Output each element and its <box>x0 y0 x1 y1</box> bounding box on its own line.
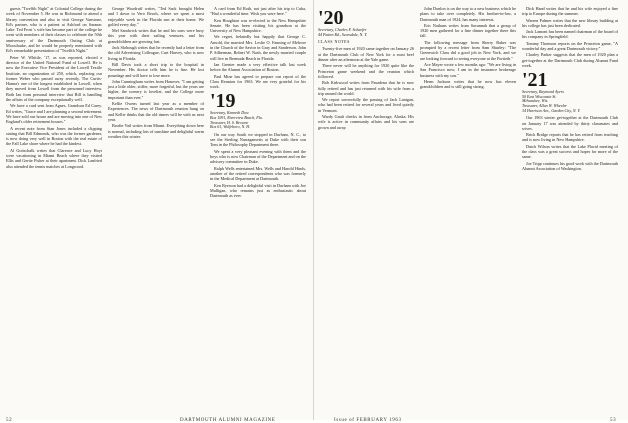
secretary-line: Secretary, Raymond Ayers <box>522 89 564 95</box>
paragraph: Herm Jackson writes that he now has eleven grandchildren and is still going strong. <box>420 78 516 90</box>
paragraph: Bob Kirkwood writes from Pasadena that he is now fully retired and has just returned with his wife from a trip around the world. <box>318 80 414 96</box>
class-secretary-block <box>210 111 306 129</box>
paragraph: Joe Tripp continues his good work with the Dartmouth Alumni Association of Washington. <box>522 160 618 171</box>
secretary-line: 44 Patten Rd., Scarsdale, N. Y. <box>318 31 368 37</box>
paragraph: Ace Mayer wrote a few months ago: "We are living in San Francisco now; I am in the insurance brokerage business with my son." <box>420 61 516 78</box>
paragraph: The following message from Sherry Baker was prompted by a recent letter from Sam Shurley: "The Greenwich Class did a good job in New York, and we are looking forward to seeing everyone at the Fortieth." <box>420 39 516 61</box>
paragraph: Paul Mine has agreed to prepare our report of the Class Reunion for 1963. We are very grateful for his work. <box>210 73 306 90</box>
paragraph: There never will be anything for 1920 quite like the Princeton game weekend and the reunion which followed. <box>318 63 414 79</box>
secretary-line: 50 East Wisconsin St. <box>522 93 557 99</box>
right-column-1 <box>318 6 414 408</box>
magazine-title: DARTMOUTH ALUMNI MAGAZINE <box>180 418 276 423</box>
paragraph: Ralph Wells entertained Mrs. Wells and Harold Hinds, another of the retired correspondents who was formerly in the Medical Department at Dartmouth. <box>210 165 306 182</box>
secretary-line: 34 Harrison Ave., Garden City, N. Y. <box>522 107 581 113</box>
secretary-line: Secretary, Charles F. Schaefer <box>318 27 367 32</box>
section-label: CLASS NOTES <box>318 39 350 45</box>
paragraph: Warren Palmer writes that the new library building at his college has just been dedicated. <box>522 17 618 28</box>
secretary-line: Box 61, Wolfeboro, N. H. <box>210 124 251 130</box>
secretary-line: Treasurer, H. S. Browne <box>210 119 249 125</box>
secretary-line: Secretary, Kenneth Dow <box>210 110 249 116</box>
paragraph: Ken Ryerson had a delightful visit in Durham with Joe Mulligan, who remains just as enthusiastic about Dartmouth as ever. <box>210 182 306 199</box>
paragraph: George Woodruff writes, "Ted Sack brought Helen and I down to Vero Beach, where we spent a most enjoyable week in the Florida sun at their home. We golfed every day." <box>108 6 204 27</box>
page-number: 52 <box>6 418 13 423</box>
class-year-heading: '20 <box>318 7 344 29</box>
paragraph: Kellie Owens turned last year as a member of Experiences. The news of Dartmouth reunion hung on and Kellie thinks that the old timers will be with us next year. <box>108 101 204 122</box>
paragraph: We spent a very pleasant evening with them and the boys who is now Chairman of the Department and on the advisory committee in Duke. <box>210 148 306 165</box>
paragraph: A recent note from Stan Jones included a clipping stating that Bill Edmonds, who was the former gardener, is now doing very well in Boston with the real estate of the Fall Lake shore where he had the kindest. <box>6 125 102 147</box>
paragraph: Brodie Vail writes from Miami. Everything down here is normal, including lots of sunshine and delightful warm weather this winter. <box>108 123 204 139</box>
paragraph: Twenty-five men of 1920 came together on January 26 at the Dartmouth Club of New York for a roast beef dinner after an afternoon at the Yale game. <box>318 46 414 63</box>
paragraph: Our 1963 winter get-together at the Dartmouth Club on January 17 was attended by thirty classmates and wives. <box>522 115 618 131</box>
paragraph: John Cunningham writes from Hanover, "I am getting just a little older, stiffer, more forgetful, but the years are higher, the scenery is lovelier, and the College more important than ever." <box>108 78 204 100</box>
page-number: 53 <box>610 418 617 423</box>
class-year-heading: '21 <box>522 69 548 92</box>
paragraph: Jack Slobough writes that he recently had a letter from the old Advertising Colleague, Curt Harvey, who is now living in Florida. <box>108 45 204 61</box>
left-column-1 <box>6 6 102 408</box>
secretary-line: Box 1091, Riverview Beach, Fla. <box>210 115 263 121</box>
secretary-line: Treasurer, Allan W. Wheeler <box>522 103 567 109</box>
left-column-2 <box>108 6 204 408</box>
paragraph: Dutch Wilson writes that the Lake Placid meeting of the class was a great success and hopes for more of the same. <box>522 143 618 160</box>
paragraph: Ian Grenier made a very effective talk last week before the Alumni Association of Boston. <box>210 61 306 73</box>
paragraph: Al Gottschalk writes that Clarence and Lucy Hoyt were vacationing in Miami Beach where they visited Ellis and Gertie Fisher at their apartment. Dick Lanfried also attended the tennis matches at Longwood. <box>6 147 102 169</box>
paragraph: Ken Houghton was re-elected to the New Hampshire Senate. He has been visiting his grandson at the University of New Hampshire. <box>210 17 306 34</box>
paragraph: Wardy Gault checks in from Anchorage, Alaska. His wife is active in community affairs and his sons are grown and away. <box>318 114 414 130</box>
paragraph: Tommy Thomson reports on the Princeton game, "A wonderful day and a great Dartmouth victory." <box>522 40 618 52</box>
paragraph: Dick Hand writes that he and his wife enjoyed a fine trip to Europe during the summer. <box>522 6 618 17</box>
class-secretary-block <box>318 28 414 37</box>
class-year-heading: '19 <box>210 90 236 113</box>
right-page <box>314 0 628 423</box>
left-column-3 <box>210 6 306 408</box>
paragraph: Eric Nathans writes from Savannah that a group of 1920 men gathered for a fine dinner together there this fall. <box>420 22 516 39</box>
right-column-2 <box>420 6 516 408</box>
paragraph: A card from Ed Roth, not just after his trip to Cuba, "Had a wonderful time. Wish you were here." <box>210 6 306 17</box>
paragraph: We regret, belatedly but happily that George C. Arnold, the married Mrs. Leslie O. Fanning of Melrose in the Church of the Savior in Gray and Sanderson. John P. Silberman, Robert W. Nash, the newly married couple will live in Bermuda Beach in Florida. <box>210 34 306 61</box>
paragraph: Mel Sandwick writes that he and his sons were busy this year with their sailing ventures, and his grandchildren are growing fast. <box>108 28 204 44</box>
paragraph: guests "Twelfth Night" at Colonial College during the week of November 5. He was in Richmond to attend a library convention and also to visit George Vanstone, Ed's partner, who is a patient at Ashford on Saranac Lake. Ted Frost 's wife has become part of the college he went with members of their classes to celebrate the 50th anniversary of the Dartmouth Outing Club at Moosilauke, and he would be properly mentioned with Ed's remarkable presentation of "Twelfth Night." <box>6 6 102 54</box>
paragraph: Bill Davis took a short trip to the hospital in November. His doctor tells him he is fine. He lost poundage and will have to lose more. <box>108 61 204 78</box>
paragraph: We report sorrowfully the passing of Jack Lanigan, who had been retired for several years and lived quietly in Vermont. <box>318 97 414 113</box>
paragraph: Brick Bridge reports that he has retired from teaching and is now living in New Hampshire. <box>522 132 618 143</box>
paragraph: We have a card sent from Agnes, Grandson Ed Carey. Ed writes, "Grace and I are planning a second retirement. We have sold our house and are moving into one of New England's older retirement houses." <box>6 103 103 125</box>
paragraph: On our way South we stopped in Durham, N. C., to see the Sterling Narragansetts at Duke with their son Tom in the Philosophy Department there. <box>210 131 306 148</box>
right-column-3 <box>522 6 618 408</box>
issue-date: Issue of FEBRUARY 1963 <box>334 418 402 423</box>
secretary-line: Milwaukee, Wis. <box>522 98 549 104</box>
paragraph: John Donlon is on the way to a new business which he plans to take over completely. His brother-in-law, a Dartmouth man of 1924, has many interests. <box>420 6 516 22</box>
paragraph: Charley Parker suggests that the men of 1920 plan a get-together at the Dartmouth Club during Alumni Fund week. <box>522 52 618 68</box>
class-secretary-block <box>522 90 618 113</box>
paragraph: Peter W. Whittle, '17, as was reported, elected a director of the United National Fund of Lowell. He is now the Executive Vice President of the Lowell Textile Institute, an organization of 250, which, replacing our former Weber who passed away recently. The Curtis-Hanna's one of the longest established in Lowell, when they moved from Lowell from the personnel interview. Both Ian from personal interview that Bill is handling the affairs of the company exceptionally well. <box>6 54 102 103</box>
paragraph: Jack Lamont has been named chairman of the board of his company in Springfield. <box>522 29 618 40</box>
